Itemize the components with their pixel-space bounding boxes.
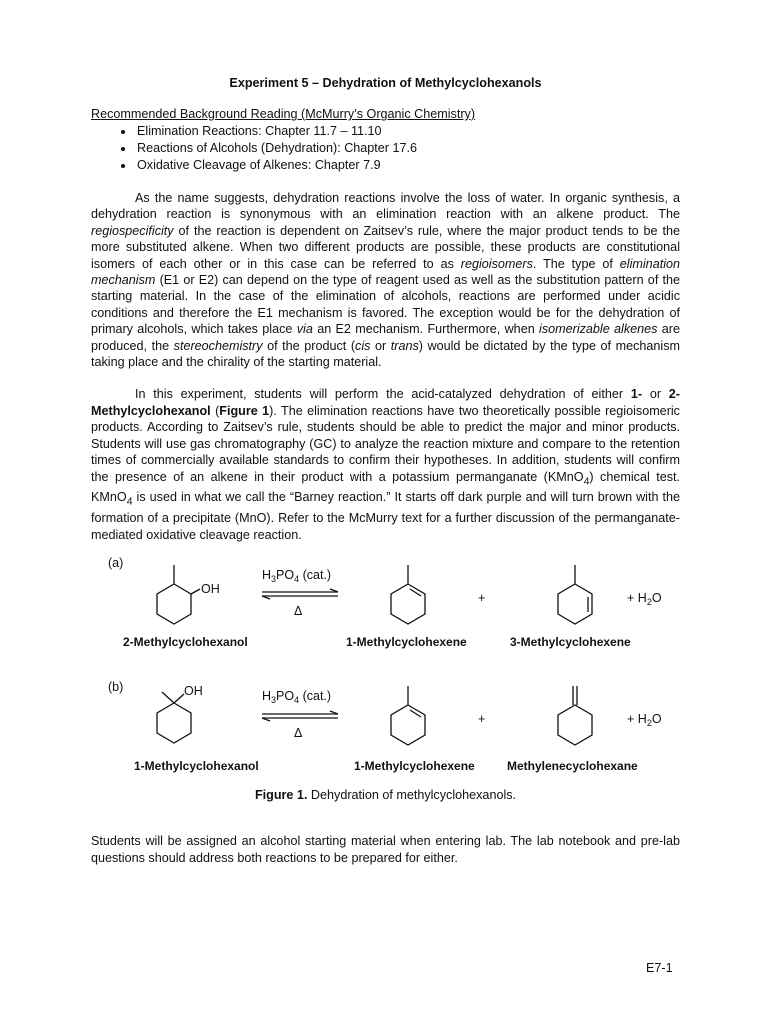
hydroxyl-label: OH <box>184 684 203 699</box>
reaction-b-label: (b) <box>108 680 124 695</box>
reagent-label: $H_3PO_4$ (cat.) <box>262 568 332 585</box>
page-number: E7-1 <box>646 961 673 975</box>
term-regioisomers: regioisomers <box>460 256 533 271</box>
structure-1-methylcyclohexanol <box>157 692 191 743</box>
equilibrium-arrow <box>262 711 338 721</box>
term-stereochemistry: stereochemistry <box>173 338 263 353</box>
reaction-scheme <box>0 555 770 787</box>
heat-symbol: Δ <box>294 726 303 741</box>
reading-heading: Recommended Background Reading (McMurry’s Organic Chemistry) <box>91 107 476 121</box>
name-1-methylcyclohexene: 1-Methylcyclohexene <box>346 635 467 650</box>
term-regiospecificity: regiospecificity <box>91 223 174 238</box>
structure-3-methylcyclohexene <box>558 565 592 624</box>
name-1-methylcyclohexene: 1-Methylcyclohexene <box>354 759 475 774</box>
reading-item: • Oxidative Cleavage of Alkenes: Chapter 7.9 <box>135 157 680 174</box>
reading-list <box>91 123 680 174</box>
reaction-a-label: (a) <box>108 556 124 571</box>
heat-symbol: Δ <box>294 604 303 619</box>
plus-sign: + <box>478 712 486 727</box>
figure-1 <box>91 555 680 787</box>
page-title: Experiment 5 – Dehydration of Methylcyclohexanols <box>229 76 542 90</box>
water-label: + $H_2O$ <box>627 712 662 729</box>
term-trans: trans <box>390 338 419 353</box>
name-3-methylcyclohexene: 3-Methylcyclohexene <box>510 635 631 650</box>
plus-sign: + <box>478 591 486 606</box>
hydroxyl-label: OH <box>201 582 220 597</box>
structure-1-methylcyclohexene <box>391 565 425 624</box>
structure-1-methylcyclohexene <box>391 686 425 745</box>
equilibrium-arrow <box>262 589 338 599</box>
term-elimination-mechanism: elimination mechanism <box>91 256 680 288</box>
name-1-methylcyclohexanol: 1-Methylcyclohexanol <box>134 759 259 774</box>
figure-caption: Figure 1. Dehydration of methylcyclohexanols. <box>254 788 517 803</box>
intro-paragraph: As the name suggests, dehydration reactions involve the loss of water. In organic synthesis, a dehydration reaction is synonymous with an elimination reaction with an alkene product. The regiospecificity of the reaction is dependent on Zaitsev’s rule, where the major product tends to be the more substituted alkene. When two different products are possible, these products are constitutional isomers of each other or in this case can be referred to as regioisomers. The type of elimination mechanism (E1 or E2) can depend on the type of reagent used as well as the substitution pattern of the starting material. In the case of the elimination of alcohols, reactions are performed under acidic conditions and therefore the E1 mechanism is favored. The exception would be for the dehydration of primary alcohols, which takes place via an E2 mechanism. Furthermore, when isomerizable alkenes are produced, the stereochemistry of the product (cis or trans) would be dictated by the type of mechanism taking place and the chirality of the starting material. <box>91 191 681 370</box>
document-page <box>91 74 680 866</box>
reagent-label: $H_3PO_4$ (cat.) <box>262 689 332 706</box>
experiment-paragraph: In this experiment, students will perform the acid-catalyzed dehydration of either 1- or 2-Methylcyclohexanol (Figure 1). The elimination reactions have two theoretically possible regioisomeric products. According to Zaitsev’s rule, students should be able to predict the major and minor products. Students will use gas chromatography (GC) to analyze the reaction mixture and compare to the retention times of commercially available standards to confirm their hypotheses. In addition, students will confirm the presence of an alkene in their product with a potassium permanganate (KMnO$_4$) chemical test. KMnO$_4$ is used in what we call the “Barney reaction.” It starts off dark purple and will turn brown with the formation of a precipitate (MnO). Refer to the McMurry text for a further discussion of the permanganate-mediated oxidative cleavage reaction. <box>91 387 680 542</box>
term-isomerizable: isomerizable alkenes <box>539 322 658 337</box>
term-via: via <box>296 322 313 337</box>
term-cis: cis <box>355 338 371 353</box>
name-2-methylcyclohexanol: 2-Methylcyclohexanol <box>123 635 248 650</box>
reading-item: • Elimination Reactions: Chapter 11.7 – 11.10 <box>135 123 680 140</box>
structure-2-methylcyclohexanol <box>157 565 200 624</box>
structure-methylenecyclohexane <box>558 686 592 745</box>
name-methylenecyclohexane: Methylenecyclohexane <box>507 759 638 774</box>
water-label: + $H_2O$ <box>627 591 662 608</box>
assignment-paragraph: Students will be assigned an alcohol starting material when entering lab. The lab notebook and pre-lab questions should address both reactions to be prepared for either. <box>91 834 680 865</box>
reading-item: • Reactions of Alcohols (Dehydration): Chapter 17.6 <box>135 140 680 157</box>
